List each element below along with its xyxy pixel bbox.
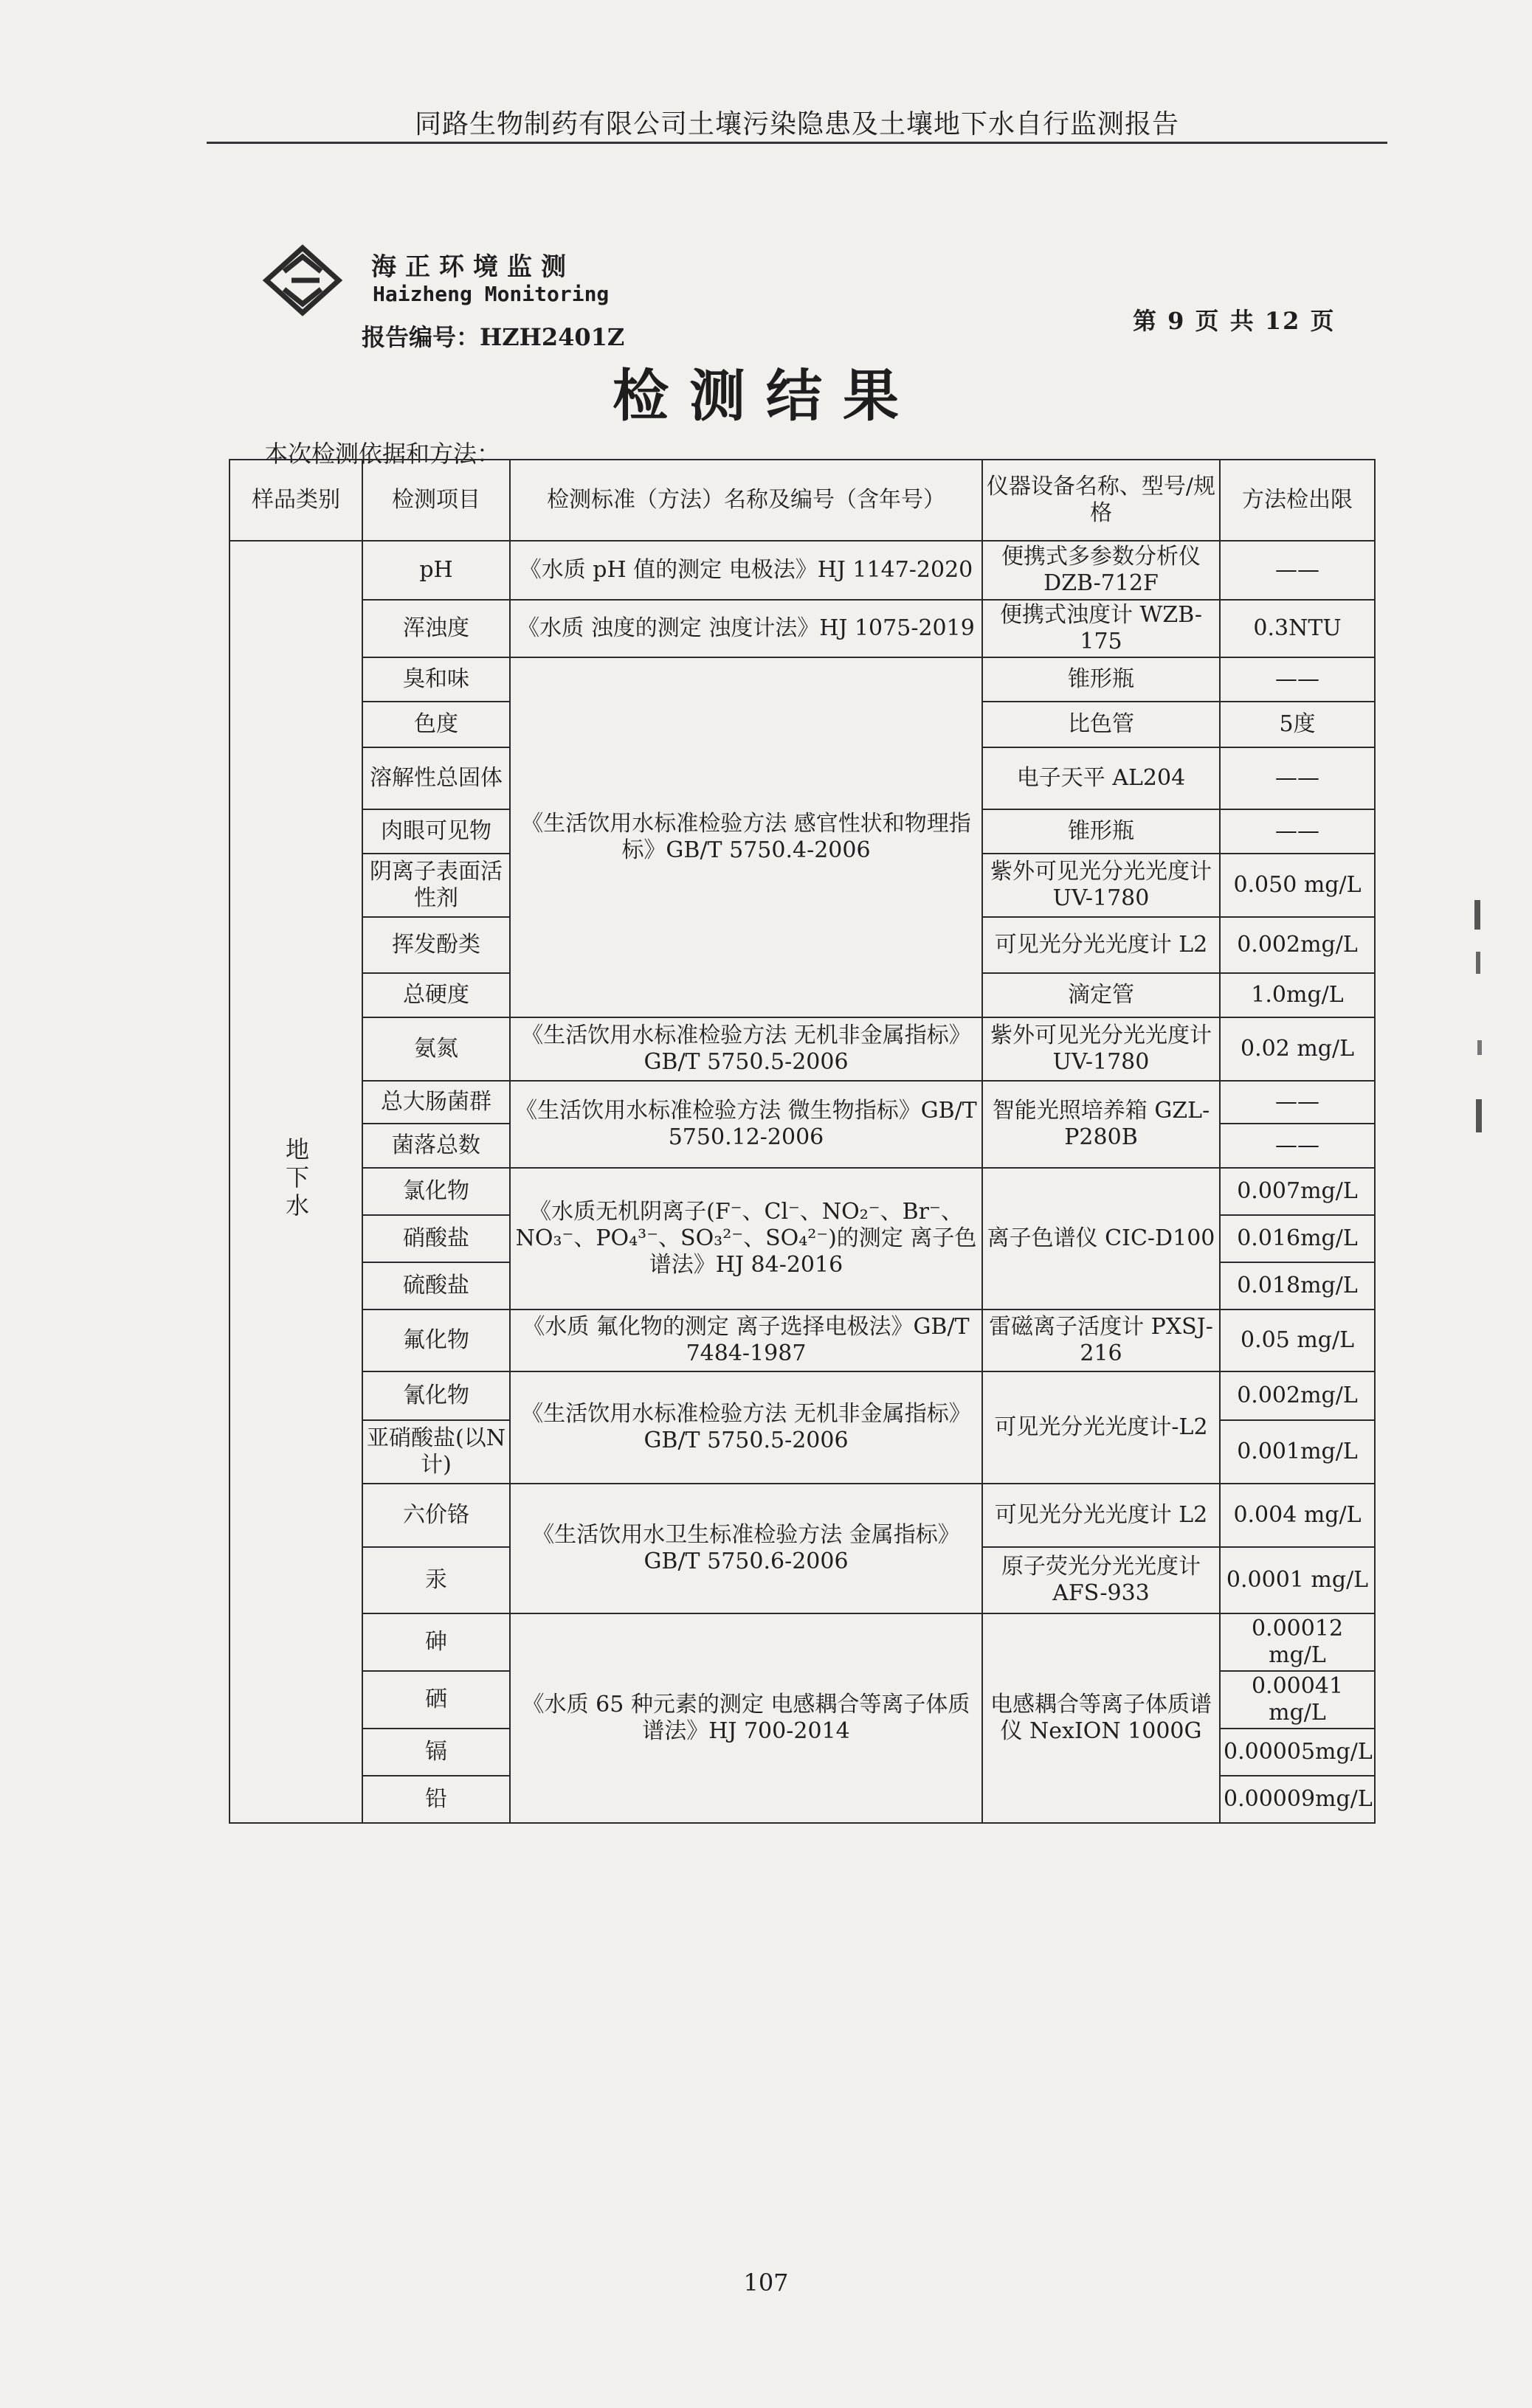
table-row [230,1371,1375,1420]
report-number [362,319,624,353]
table-row [230,1613,1375,1671]
item-cell: 菌落总数 [362,1124,510,1168]
haizheng-logo-icon [262,243,343,317]
item-cell: 氯化物 [362,1168,510,1215]
item-cell: 汞 [362,1547,510,1613]
standard-cell-inorganic: 《生活饮用水标准检验方法 无机非金属指标》GB/T 5750.5-2006 [510,1371,982,1484]
instrument-cell-ion: 离子色谱仪 CIC-D100 [982,1168,1220,1309]
item-cell: 臭和味 [362,657,510,702]
table-header-row [230,460,1375,541]
item-cell: 总硬度 [362,973,510,1017]
item-cell: 硝酸盐 [362,1215,510,1262]
limit-cell: 0.3NTU [1220,600,1375,657]
instrument-cell-inorganic: 可见光分光光度计-L2 [982,1371,1220,1484]
instrument-cell: 锥形瓶 [982,809,1220,854]
report-number-value: HZH2401Z [480,323,625,351]
item-cell: 总大肠菌群 [362,1081,510,1124]
limit-cell: 0.016mg/L [1220,1215,1375,1262]
instrument-cell: 原子荧光分光光度计 AFS-933 [982,1547,1220,1613]
limit-cell: 0.00041 mg/L [1220,1671,1375,1729]
report-number-label: 报告编号： [362,323,480,351]
item-cell: 硫酸盐 [362,1262,510,1309]
organization-name-en: Haizheng Monitoring [373,282,610,306]
limit-cell: —— [1220,657,1375,702]
limit-cell: 0.05 mg/L [1220,1309,1375,1371]
limit-cell: —— [1220,541,1375,600]
item-cell: 阴离子表面活性剂 [362,854,510,917]
table-row [230,600,1375,657]
item-cell: 六价铬 [362,1484,510,1547]
page-info: 第 9 页 共 12 页 [1133,307,1336,335]
limit-cell: 0.00005mg/L [1220,1729,1375,1776]
organization-name-cn: 海正环境监测 [371,252,575,282]
limit-cell: —— [1220,1124,1375,1168]
header-rule [207,142,1387,144]
instrument-cell: 雷磁离子活度计 PXSJ-216 [982,1309,1220,1371]
standard-cell: 《水质 浊度的测定 浊度计法》HJ 1075-2019 [510,600,982,657]
table-row [230,1081,1375,1124]
item-cell: 挥发酚类 [362,917,510,973]
limit-cell: 0.002mg/L [1220,917,1375,973]
table-row [230,1168,1375,1215]
scan-edge-marks [1469,885,1491,1180]
instrument-cell: 比色管 [982,702,1220,747]
limit-cell: 0.018mg/L [1220,1262,1375,1309]
item-cell: 铅 [362,1776,510,1823]
instrument-cell-microbe: 智能光照培养箱 GZL-P280B [982,1081,1220,1168]
standard-cell: 《水质 pH 值的测定 电极法》HJ 1147-2020 [510,541,982,600]
sample-type: 地下水 [282,1136,310,1221]
limit-cell: —— [1220,809,1375,854]
item-cell: 色度 [362,702,510,747]
item-cell: 氰化物 [362,1371,510,1420]
limit-cell: 0.0001 mg/L [1220,1547,1375,1613]
item-cell: 氟化物 [362,1309,510,1371]
limit-cell: 0.02 mg/L [1220,1017,1375,1081]
table-row [230,1309,1375,1371]
instrument-cell: 电子天平 AL204 [982,747,1220,809]
header-limit: 方法检出限 [1220,460,1375,541]
page-number: 107 [743,2269,789,2297]
organization-logo-block [262,243,646,317]
basis-label: 本次检测依据和方法： [264,440,501,468]
item-cell: 亚硝酸盐(以N计) [362,1420,510,1484]
table-row [230,1017,1375,1081]
header-standard: 检测标准（方法）名称及编号（含年号） [510,460,982,541]
standard-cell-microbe: 《生活饮用水标准检验方法 微生物指标》GB/T 5750.12-2006 [510,1081,982,1168]
instrument-cell: 滴定管 [982,973,1220,1017]
report-running-header: 同路生物制药有限公司土壤污染隐患及土壤地下水自行监测报告 [414,109,1179,139]
instrument-cell: 便携式浊度计 WZB-175 [982,600,1220,657]
header-instrument: 仪器设备名称、型号/规格 [982,460,1220,541]
limit-cell: 0.004 mg/L [1220,1484,1375,1547]
limit-cell: 0.00009mg/L [1220,1776,1375,1823]
instrument-cell: 紫外可见光分光光度计 UV-1780 [982,1017,1220,1081]
document-title: 检测结果 [613,363,919,429]
item-cell: 氨氮 [362,1017,510,1081]
limit-cell: —— [1220,747,1375,809]
standard-cell-ion: 《水质无机阴离子(F⁻、Cl⁻、NO₂⁻、Br⁻、NO₃⁻、PO₄³⁻、SO₃²⁻、SO₄²⁻)的测定 离子色谱法》HJ 84-2016 [510,1168,982,1309]
limit-cell: 0.007mg/L [1220,1168,1375,1215]
standard-cell: 《生活饮用水标准检验方法 无机非金属指标》GB/T 5750.5-2006 [510,1017,982,1081]
instrument-cell: 可见光分光光度计 L2 [982,1484,1220,1547]
limit-cell: 0.00012 mg/L [1220,1613,1375,1671]
instrument-cell: 可见光分光光度计 L2 [982,917,1220,973]
instrument-cell: 紫外可见光分光光度计 UV-1780 [982,854,1220,917]
item-cell: 浑浊度 [362,600,510,657]
limit-cell: 1.0mg/L [1220,973,1375,1017]
limit-cell: 0.001mg/L [1220,1420,1375,1484]
standard-cell: 《水质 氟化物的测定 离子选择电极法》GB/T 7484-1987 [510,1309,982,1371]
limit-cell: —— [1220,1081,1375,1124]
header-item: 检测项目 [362,460,510,541]
limit-cell: 0.002mg/L [1220,1371,1375,1420]
standard-cell-metal: 《生活饮用水卫生标准检验方法 金属指标》GB/T 5750.6-2006 [510,1484,982,1613]
table-row [230,541,1375,600]
standard-cell-icpms: 《水质 65 种元素的测定 电感耦合等离子体质谱法》HJ 700-2014 [510,1613,982,1823]
item-cell: pH [362,541,510,600]
item-cell: 溶解性总固体 [362,747,510,809]
table-row [230,657,1375,702]
header-sample-type: 样品类别 [230,460,362,541]
item-cell: 硒 [362,1671,510,1729]
item-cell: 砷 [362,1613,510,1671]
table-row [230,1484,1375,1547]
item-cell: 肉眼可见物 [362,809,510,854]
results-table [229,459,1376,1824]
instrument-cell: 锥形瓶 [982,657,1220,702]
limit-cell: 0.050 mg/L [1220,854,1375,917]
instrument-cell: 便携式多参数分析仪 DZB-712F [982,541,1220,600]
sample-type-cell [230,541,362,1823]
limit-cell: 5度 [1220,702,1375,747]
instrument-cell-icpms: 电感耦合等离子体质谱仪 NexION 1000G [982,1613,1220,1823]
standard-cell-sensory: 《生活饮用水标准检验方法 感官性状和物理指标》GB/T 5750.4-2006 [510,657,982,1017]
item-cell: 镉 [362,1729,510,1776]
